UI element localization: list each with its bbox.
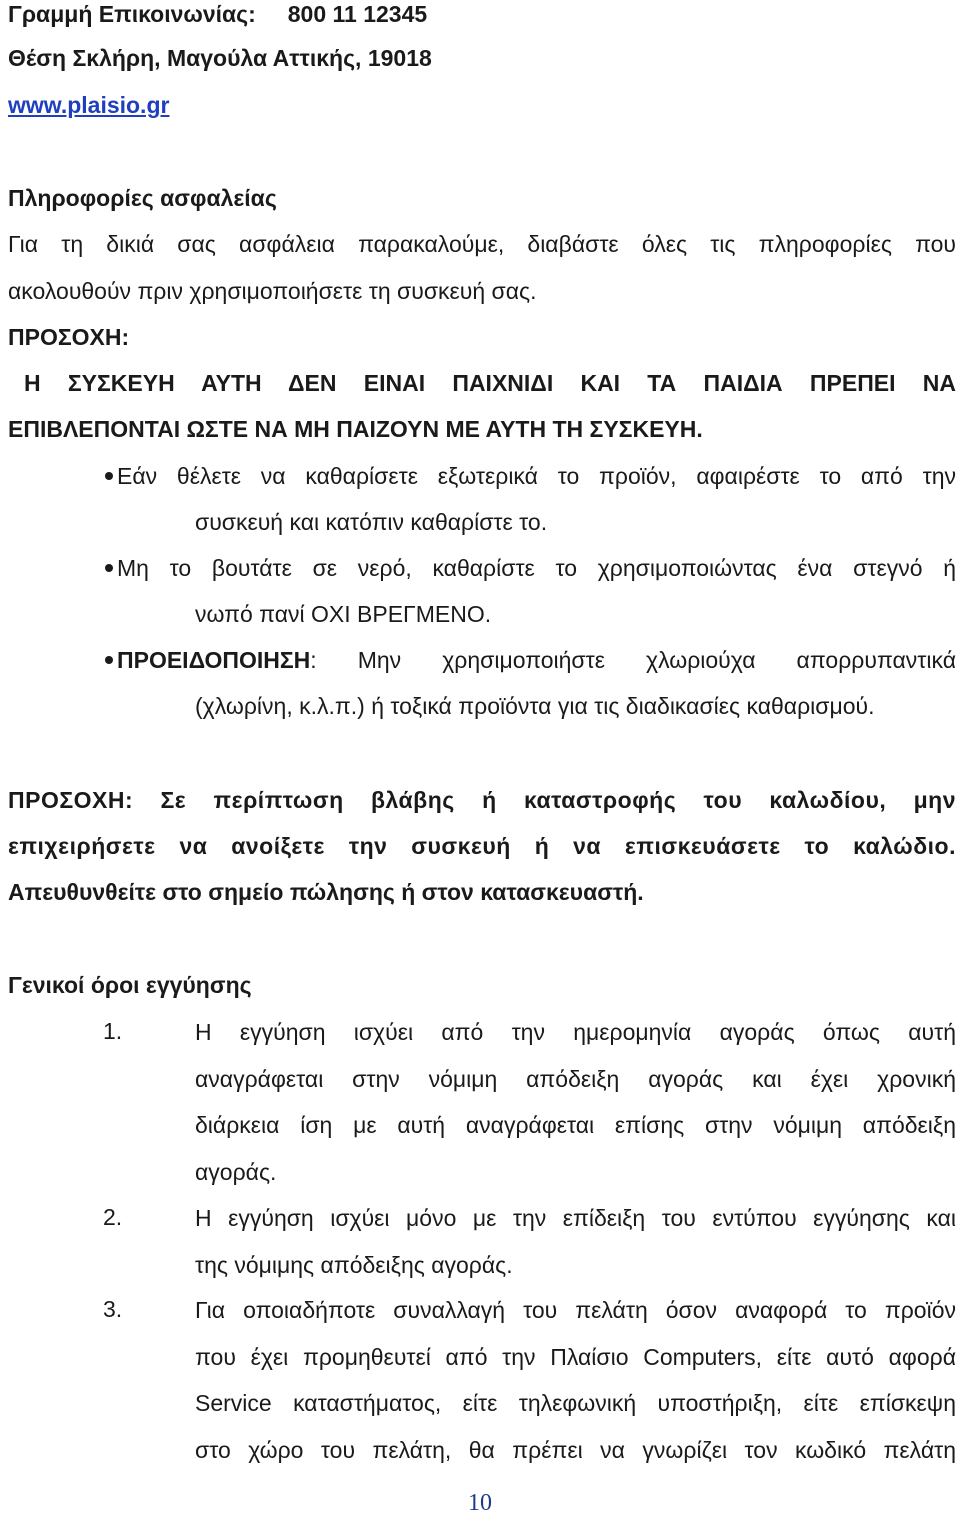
safety-title: Πληροφορίες ασφαλείας [8, 185, 277, 211]
warranty-1-line2: αναγράφεται στην νόμιμη απόδειξη αγοράς και έχει χρονική [195, 1065, 956, 1092]
bullet-2-line2: νωπό πανί ΟΧΙ ΒΡΕΓΜΕΝΟ. [195, 601, 492, 627]
warranty-3-line1: Για οποιαδήποτε συναλλαγή του πελάτη όσον αναφορά το προϊόν [195, 1297, 956, 1323]
page-number: 10 [468, 1490, 492, 1516]
hotline-number: 800 11 12345 [287, 1, 428, 27]
warranty-2-line1: Η εγγύηση ισχύει μόνο με την επίδειξη του εντύπου εγγύησης και [195, 1205, 956, 1231]
warranty-3-line4: στο χώρο του πελάτη, θα πρέπει να γνωρίζει τον κωδικό πελάτη [195, 1436, 956, 1463]
bullet-3-text: : Μην χρησιμοποιήστε χλωριούχα απορρυπαντικά [310, 647, 956, 673]
website-link[interactable]: www.plaisio.gr [8, 92, 170, 118]
bullet-3-line1 [105, 646, 956, 674]
address: Θέση Σκλήρη, Μαγούλα Αττικής, 19018 [8, 45, 432, 71]
warranty-2-line2: της νόμιμης απόδειξης αγοράς. [195, 1251, 513, 1278]
hotline-line [8, 0, 427, 28]
safety-intro-line1: Για τη δικιά σας ασφάλεια παρακαλούμε, διαβάστε όλες τις πληροφορίες που [8, 231, 956, 257]
warranty-title: Γενικοί όροι εγγύησης [8, 972, 252, 998]
warranty-1-line4: αγοράς. [195, 1158, 277, 1185]
bullet-1-line1: Εάν θέλετε να καθαρίσετε εξωτερικά το προϊόν, αφαιρέστε το από την [117, 463, 956, 489]
website-line [8, 91, 169, 119]
warranty-item-number: 3. [103, 1296, 123, 1322]
warning-line3: Απευθυνθείτε στο σημείο πώλησης ή στον κατασκευαστή. [8, 879, 644, 905]
bullet-item [105, 462, 956, 508]
bullet-dot-icon [105, 656, 113, 664]
warranty-3-line3: Service καταστήματος, είτε τηλεφωνική υποστήριξη, είτε επίσκεψη [195, 1390, 956, 1416]
warranty-item-number: 1. [103, 1018, 123, 1044]
bullet-3-warning-label: ΠΡΟΕΙΔΟΠΟΙΗΣΗ [117, 647, 311, 673]
warranty-item-text [195, 1018, 956, 1204]
warranty-1-line3: διάρκεια ίση με αυτή αναγράφεται επίσης στην νόμιμη απόδειξη [195, 1112, 956, 1138]
safety-intro-line2: ακολουθούν πριν χρησιμοποιήσετε τη συσκευή σας. [8, 278, 537, 304]
bullet-1-line2: συσκευή και κατόπιν καθαρίστε το. [195, 509, 548, 535]
bullet-list [105, 462, 956, 738]
bullet-2-line1: Μη το βουτάτε σε νερό, καθαρίστε το χρησιμοποιώντας ένα στεγνό ή [117, 555, 956, 581]
bullet-item [105, 646, 956, 692]
bullet-dot-icon [105, 472, 113, 480]
bullet-3-line2: (χλωρίνη, κ.λ.π.) ή τοξικά προϊόντα για τις διαδικασίες καθαρισμού. [195, 693, 875, 719]
warranty-item-text [195, 1296, 956, 1482]
warning-line1: ΠΡΟΣΟΧΗ: Σε περίπτωση βλάβης ή καταστροφής του καλωδίου, μην [8, 787, 956, 813]
bullet-dot-icon [105, 564, 113, 572]
warranty-item-number: 2. [103, 1204, 123, 1230]
caution-label: ΠΡΟΣΟΧΗ: [8, 324, 130, 350]
warranty-3-line2: που έχει προμηθευτεί από την Πλαίσιο Computers, είτε αυτό αφορά [195, 1343, 956, 1370]
hotline-label: Γραμμή Επικοινωνίας: [8, 1, 256, 27]
warranty-item-text [195, 1204, 956, 1297]
bullet-item [105, 554, 956, 600]
caution-line1: Η ΣΥΣΚΕΥΗ ΑΥΤΗ ΔΕΝ ΕΙΝΑΙ ΠΑΙΧΝΙΔΙ ΚΑΙ ΤΑ ΠΑΙΔΙΑ ΠΡΕΠΕΙ ΝΑ [24, 370, 956, 396]
warranty-1-line1: Η εγγύηση ισχύει από την ημερομηνία αγοράς όπως αυτή [195, 1019, 956, 1045]
warning-line2: επιχειρήσετε να ανοίξετε την συσκευή ή να επισκευάσετε το καλώδιο. [8, 833, 956, 859]
caution-line2: ΕΠΙΒΛΕΠΟΝΤΑΙ ΩΣΤΕ ΝΑ ΜΗ ΠΑΙΖΟΥΝ ΜΕ ΑΥΤΗ ΤΗ ΣΥΣΚΕΥΗ. [8, 416, 703, 442]
